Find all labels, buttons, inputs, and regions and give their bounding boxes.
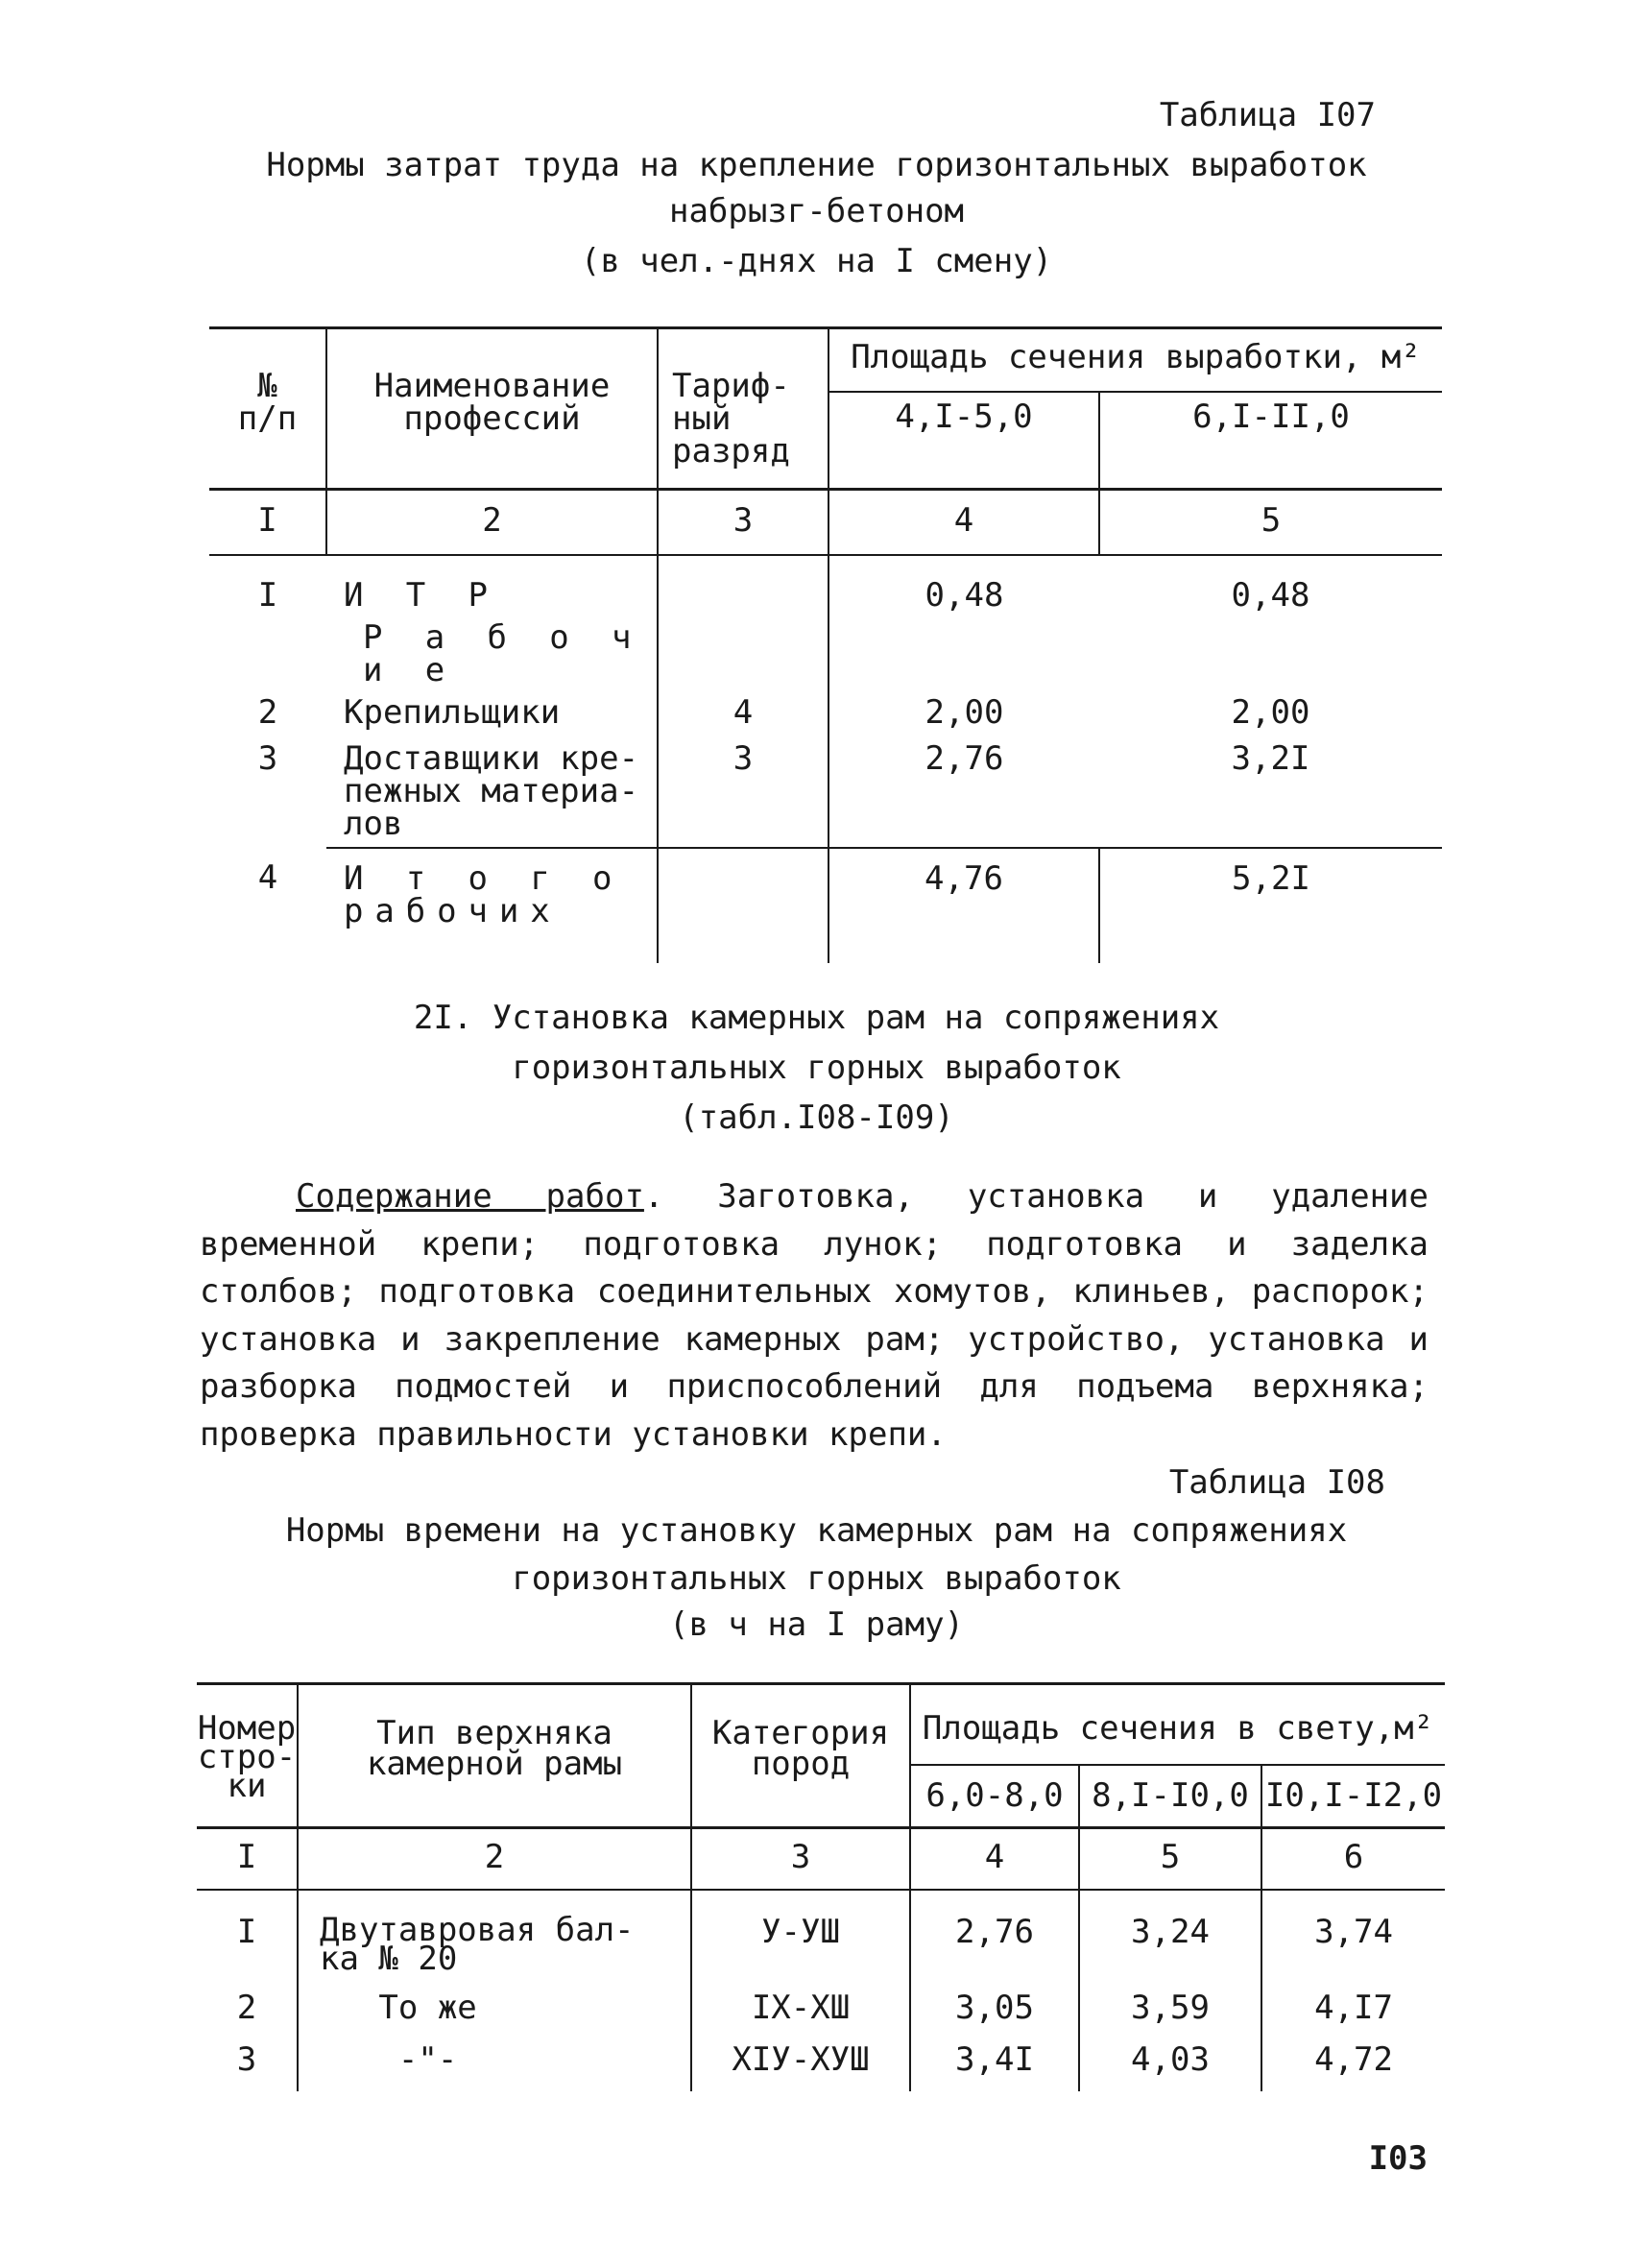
index-3: 3 [691, 1828, 910, 1890]
row-value-2: 2,00 [1231, 692, 1310, 732]
header-area-col-2: 6,I-II,0 [1192, 397, 1350, 436]
row-value-1: 4,76 [829, 848, 1099, 963]
row-value-2: 3,59 [1079, 1980, 1261, 2034]
section-heading-line3: (табл.I08-I09) [679, 1098, 954, 1137]
row-name: Р а б о ч и е [326, 612, 658, 687]
table-row [197, 1980, 1445, 2034]
row-value-1: 0,48 [925, 575, 1004, 615]
table-108-title-line3: (в ч на I раму) [668, 1605, 965, 1644]
row-value-3: 3,74 [1314, 1912, 1393, 1951]
row-value-2: 5,2I [1232, 858, 1310, 898]
row-num [209, 612, 326, 687]
table-row [209, 733, 1442, 848]
index-3: 3 [658, 490, 829, 555]
index-1: I [197, 1828, 298, 1890]
row-value-3: 4,72 [1314, 2039, 1393, 2079]
table-row [209, 848, 1442, 963]
row-grade [658, 555, 829, 612]
section-heading-line2: горизонтальных горных выработок [512, 1049, 1121, 1087]
row-value-1: 3,05 [910, 1980, 1079, 2034]
row-grade: 4 [658, 687, 829, 733]
table-108 [197, 1682, 1445, 2091]
row-value-1: 2,76 [910, 1890, 1079, 1980]
header-area-col-2: 8,I-I0,0 [1079, 1765, 1261, 1828]
row-num: 4 [257, 857, 278, 897]
header-area-col-3: I0,I-I2,0 [1264, 1775, 1443, 1815]
row-num: I [197, 1890, 298, 1980]
row-category: XIУ-ХУШ [691, 2034, 910, 2091]
header-area: Площадь сечения выработки, м² [829, 328, 1442, 392]
row-value-2: 3,2I [1099, 733, 1442, 848]
content-paragraph [200, 1173, 1429, 1459]
section-heading-line1: 2I. Установка камерных рам на сопряжениях [413, 999, 1220, 1037]
header-grade: Тариф- ный разряд [658, 328, 829, 490]
header-profession: Наименование профессий [326, 328, 658, 490]
row-num: 2 [257, 692, 278, 732]
page-number: I03 [1368, 2139, 1428, 2178]
header-num: № п/п [209, 328, 326, 490]
row-num: 3 [197, 2034, 298, 2091]
table-107-title-line3: (в чел.-днях на I смену) [580, 242, 1053, 280]
table-108-title-line1: Нормы времени на установку камерных рам на сопряжениях [285, 1511, 1348, 1550]
table-row [209, 555, 1442, 612]
row-grade [658, 848, 829, 963]
index-1: I [209, 490, 326, 555]
header-beam-type: Тип верхняка камерной рамы [298, 1684, 691, 1828]
row-value-2: 3,24 [1079, 1890, 1261, 1980]
index-2: 2 [326, 490, 658, 555]
header-area-col-1: 4,I-5,0 [829, 392, 1099, 490]
row-name: И т о г о рабочих [326, 848, 658, 963]
row-name: И Т Р [326, 555, 658, 612]
row-grade [658, 612, 829, 687]
row-value-2: 0,48 [1231, 575, 1310, 615]
table-row [209, 612, 1442, 687]
header-clear-area: Площадь сечения в свету,м² [910, 1684, 1445, 1765]
header-row-number: Номер стро- ки [197, 1684, 298, 1828]
row-grade: 3 [658, 733, 829, 848]
row-category: У-УШ [691, 1890, 910, 1980]
table-row [197, 2034, 1445, 2091]
header-rock-category: Категория пород [691, 1684, 910, 1828]
table-108-title-line2: горизонтальных горных выработок [512, 1559, 1121, 1598]
row-beam-type: -"- [298, 2034, 691, 2091]
header-area-col-1: 6,0-8,0 [910, 1765, 1079, 1828]
row-name: Крепильщики [326, 687, 658, 733]
row-value-1 [829, 612, 1099, 687]
table-107-title-line1: Нормы затрат труда на крепление горизонтальных выработок [266, 146, 1367, 184]
table-107-label: Таблица I07 [1159, 96, 1376, 134]
table-108-label: Таблица I08 [1168, 1463, 1385, 1502]
row-value-1: 2,76 [829, 733, 1099, 848]
index-6: 6 [1261, 1828, 1445, 1890]
row-value-2: 4,03 [1079, 2034, 1261, 2091]
row-num: 3 [257, 738, 278, 778]
index-5: 5 [1079, 1828, 1261, 1890]
row-value-3: 4,I7 [1314, 1988, 1393, 2027]
row-value-1: 3,4I [910, 2034, 1079, 2091]
row-value-1: 2,00 [925, 692, 1004, 732]
table-row [197, 1890, 1445, 1980]
row-beam-type: То же [298, 1980, 691, 2034]
table-107 [209, 326, 1442, 963]
content-label: Содержание работ [296, 1177, 644, 1216]
index-4: 4 [910, 1828, 1079, 1890]
index-5: 5 [1099, 490, 1442, 555]
table-107-title-line2: набрызг-бетоном [668, 192, 965, 230]
row-num: I [257, 575, 278, 615]
row-beam-type: Двутавровая бал- ка № 20 [298, 1890, 691, 1980]
row-num: 2 [197, 1980, 298, 2034]
row-value-2 [1099, 612, 1442, 687]
index-2: 2 [298, 1828, 691, 1890]
table-row [209, 687, 1442, 733]
index-4: 4 [829, 490, 1099, 555]
row-name: Доставщики кре- пежных материа- лов [326, 733, 658, 848]
row-category: IX-XШ [691, 1980, 910, 2034]
content-text: . Заготовка, установка и удаление временной крепи; подготовка лунок; подготовка и заделка столбов; подготовка соединительных хомутов, клиньев, распорок; установка и закрепление камерных рам; устройство, установка и разборка подмостей и приспособлений для подъема верхняка; проверка правильности установки крепи. [200, 1177, 1429, 1454]
